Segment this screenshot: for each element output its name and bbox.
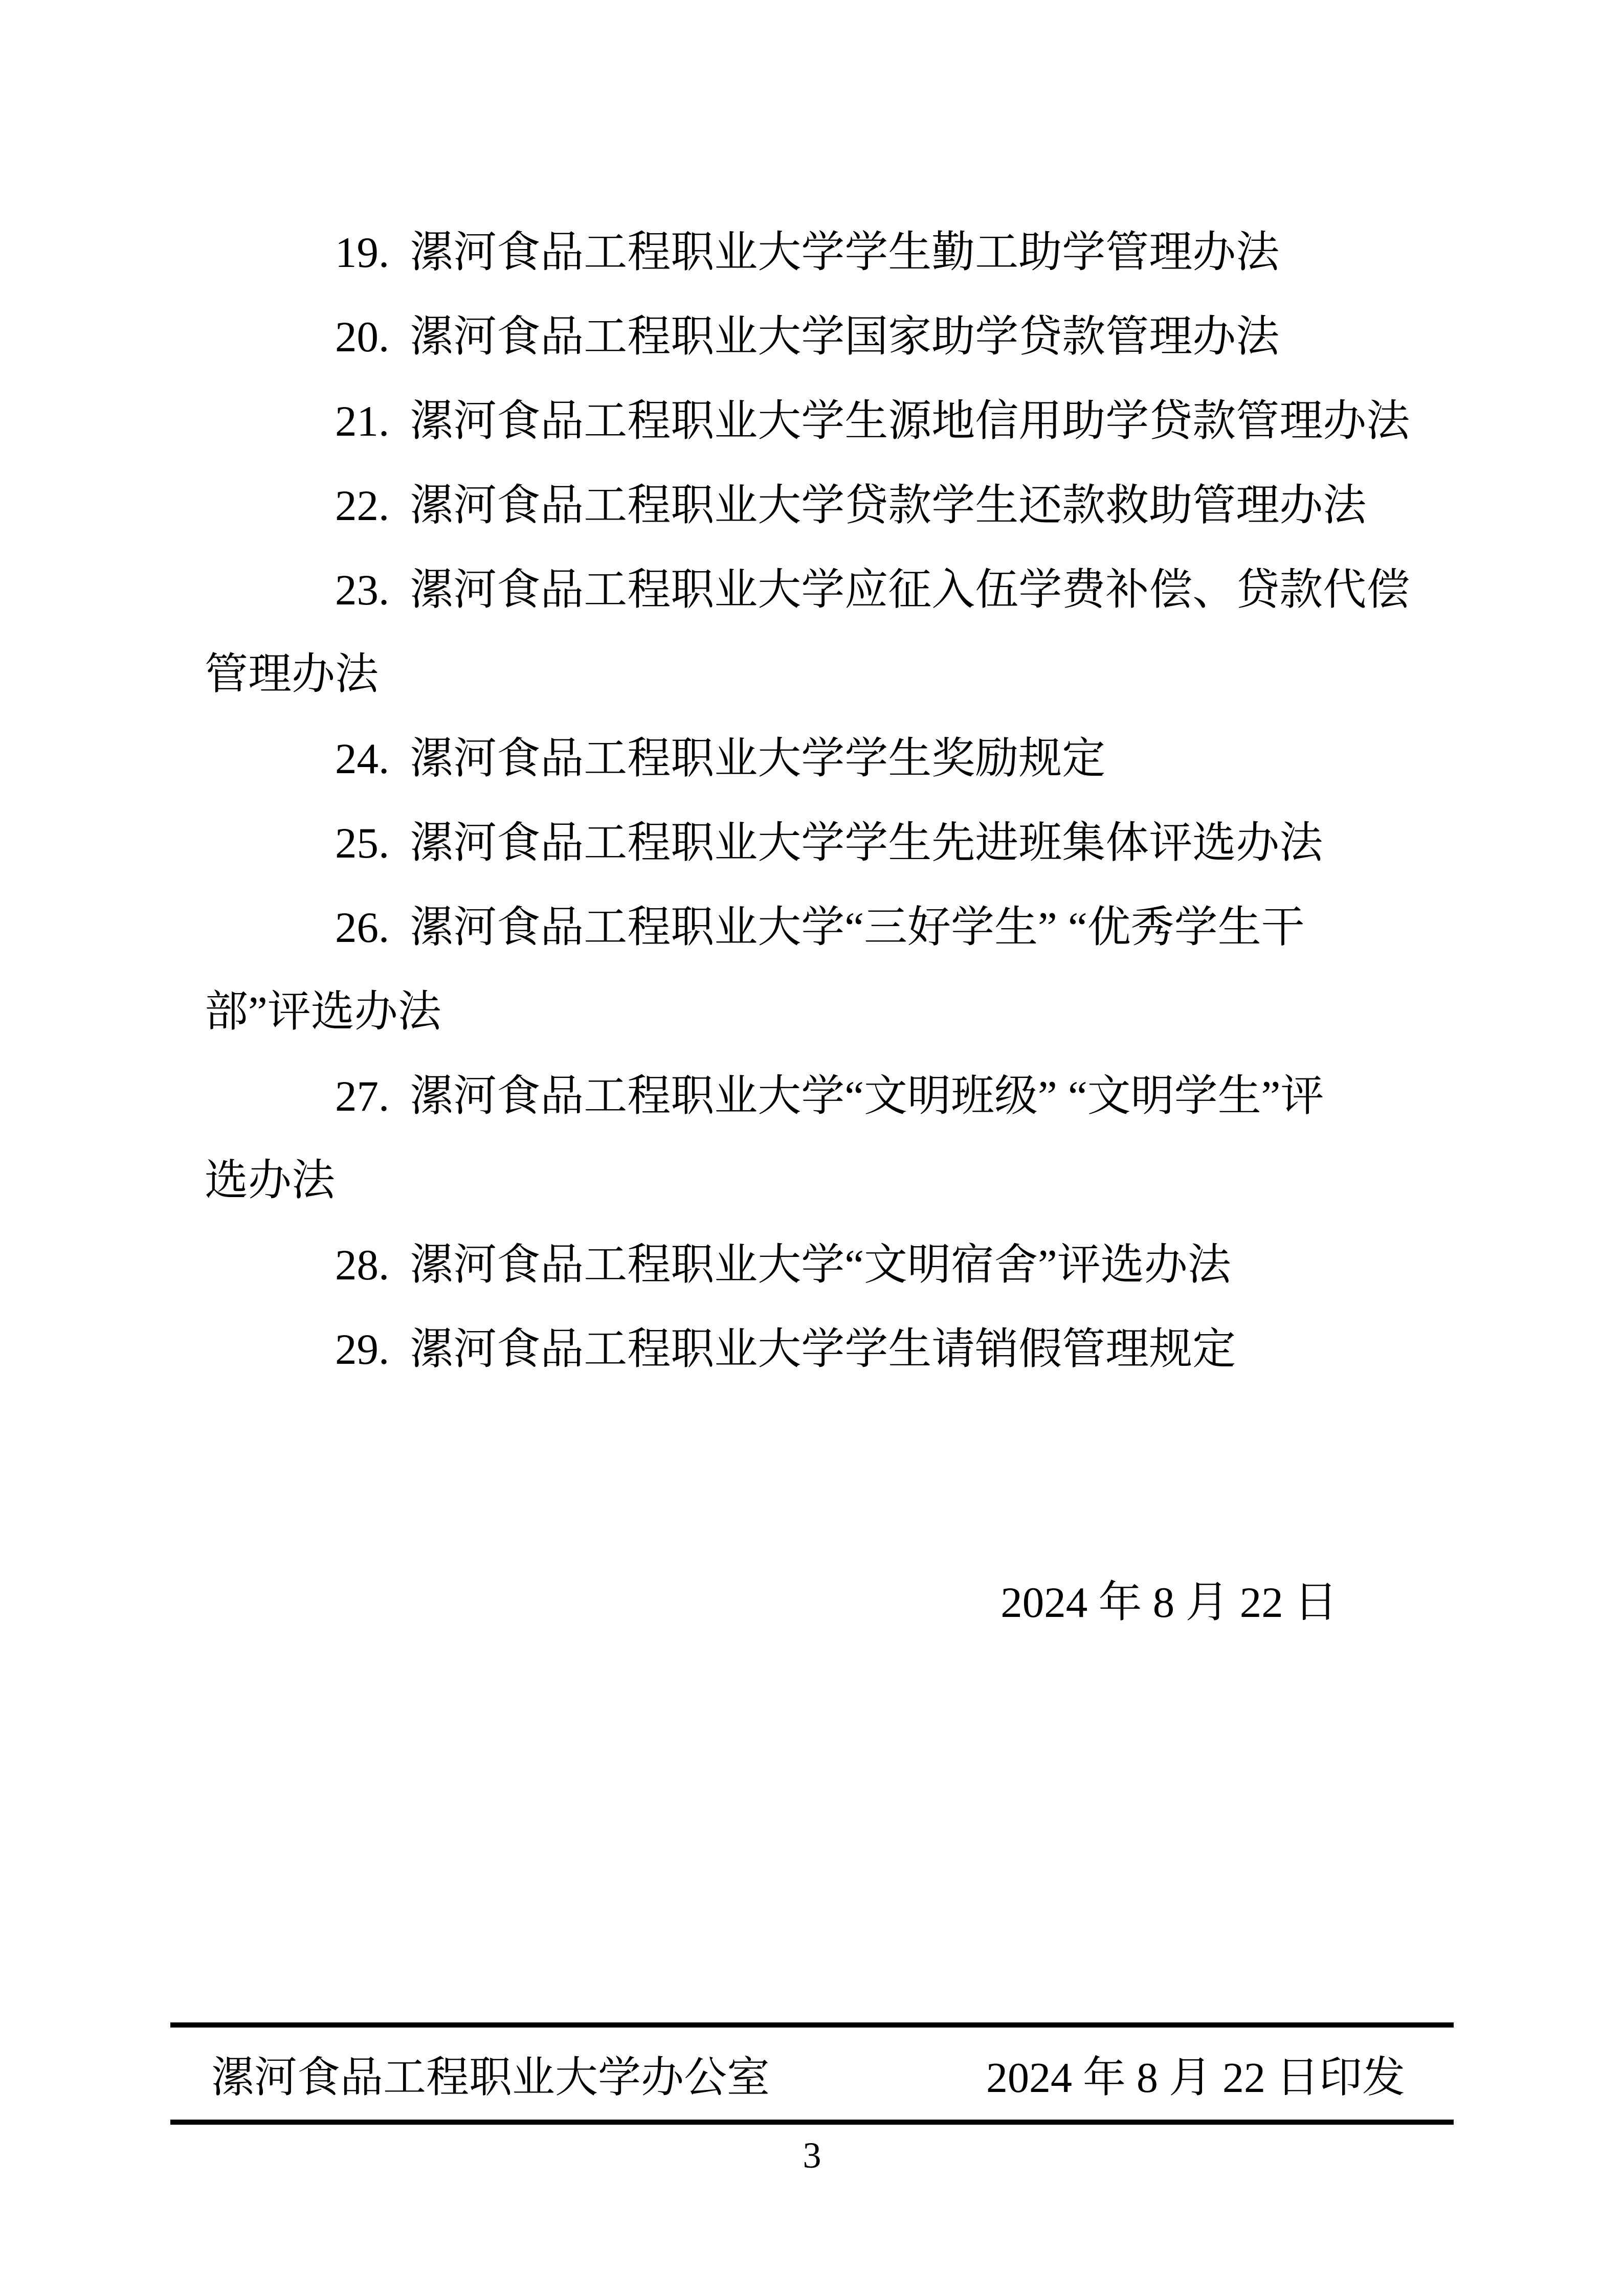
- document-line: [205, 633, 1437, 717]
- document-line: [205, 1223, 1437, 1308]
- document-line: [205, 211, 1437, 295]
- list-item-number: 24.: [335, 735, 390, 783]
- list-item-number: 23.: [335, 566, 390, 614]
- document-line: [205, 548, 1437, 633]
- document-line: [205, 717, 1437, 801]
- list-item-number: 25.: [335, 819, 390, 867]
- list-item-text: 漯河食品工程职业大学学生请销假管理规定: [410, 1325, 1236, 1374]
- document-line: [205, 464, 1437, 548]
- footer-issuer: 漯河食品工程职业大学办公室: [211, 2054, 770, 2102]
- document-line: [205, 1139, 1437, 1223]
- list-item-text: 漯河食品工程职业大学“文明班级” “文明学生”评: [410, 1072, 1324, 1120]
- list-item-text: 部”评选办法: [205, 988, 441, 1036]
- footer-print-date: 2024 年 8 月 22 日印发: [986, 2054, 1405, 2102]
- list-item-number: 27.: [335, 1072, 390, 1120]
- footer-rule-top: [170, 2022, 1454, 2028]
- list-item-text: 漯河食品工程职业大学学生先进班集体评选办法: [410, 819, 1323, 867]
- list-item-number: 21.: [335, 397, 390, 445]
- page-number: 3: [803, 2135, 821, 2176]
- list-item-text: 管理办法: [205, 650, 379, 699]
- list-item-number: 19.: [335, 229, 390, 277]
- list-item-number: 22.: [335, 482, 390, 530]
- document-line: [205, 295, 1437, 379]
- document-body: [205, 211, 1437, 1645]
- list-item-text: 漯河食品工程职业大学“文明宿舍”评选办法: [410, 1241, 1231, 1289]
- list-item-text: 漯河食品工程职业大学应征入伍学费补偿、贷款代偿: [410, 566, 1410, 614]
- list-item-text: 漯河食品工程职业大学国家助学贷款管理办法: [410, 313, 1280, 361]
- footer-rule-bottom: [170, 2120, 1454, 2125]
- document-date: 2024 年 8 月 22 日: [1000, 1579, 1338, 1627]
- footer-colophon: [170, 2033, 1454, 2114]
- list-item-number: 20.: [335, 313, 390, 361]
- list-item-number: 29.: [335, 1325, 390, 1374]
- document-line: [205, 801, 1437, 886]
- list-item-text: 选办法: [205, 1157, 336, 1205]
- document-line: [205, 379, 1437, 464]
- document-line: [205, 886, 1437, 970]
- list-item-text: 漯河食品工程职业大学“三好学生” “优秀学生干: [410, 904, 1305, 952]
- list-item-text: 漯河食品工程职业大学贷款学生还款救助管理办法: [410, 482, 1367, 530]
- list-item-text: 漯河食品工程职业大学学生勤工助学管理办法: [410, 229, 1280, 277]
- document-line: [205, 970, 1437, 1054]
- list-item-text: 漯河食品工程职业大学生源地信用助学贷款管理办法: [410, 397, 1410, 445]
- document-line: [205, 1308, 1437, 1392]
- list-item-text: 漯河食品工程职业大学学生奖励规定: [410, 735, 1106, 783]
- document-line: [205, 1054, 1437, 1139]
- list-item-number: 26.: [335, 904, 390, 952]
- list-item-number: 28.: [335, 1241, 390, 1289]
